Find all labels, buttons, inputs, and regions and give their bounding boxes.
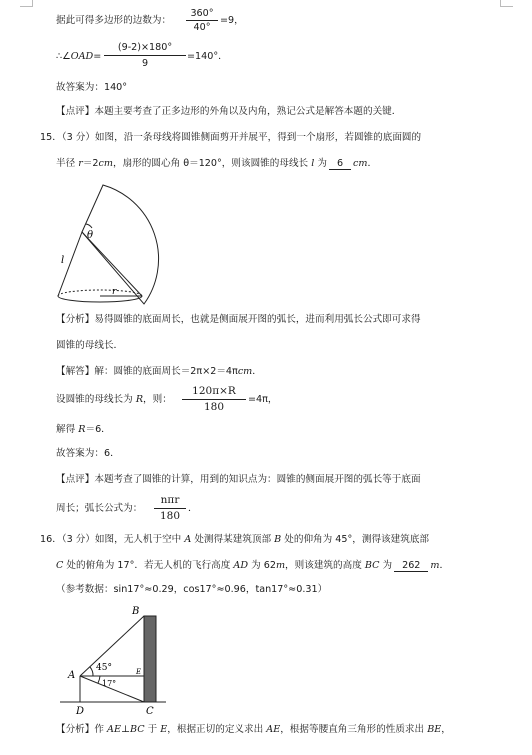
point-d-label: D [76,706,85,716]
point-c-label: C [146,706,154,716]
arc-length-formula-numerator: nπr [160,494,180,506]
corner-mark-right [500,0,513,7]
q15-arc-fraction-denominator: 180 [203,401,225,413]
theta-label: θ [87,230,94,241]
q15-analysis-line1: 【分析】易得圆锥的底面周长，也就是侧面展开图的弧长，进而利用弧长公式即可求得 [56,314,421,325]
q15-arc-fraction-numerator: 120π×R [192,385,236,397]
cone-sector-figure [48,180,160,306]
q15-answer-blank: 6 [329,158,351,170]
q16-reference-data: （参考数据：sin17°≈0.29，cos17°≈0.96，tan17°≈0.31） [56,584,328,595]
q15-arc-fraction-bar [182,399,246,400]
q15-comment-line2: 周长；弧长公式为： [56,503,143,514]
angle-45-arc [90,667,93,676]
sight-line-ab [80,616,144,676]
fraction-40-denominator: 40° [193,22,211,33]
point-a-label: A [68,670,76,681]
comment-polygon: 【点评】本题主要考查了正多边形的外角以及内角，熟记公式是解答本题的关键． [56,106,402,117]
q16-answer-blank: 262 [394,560,428,572]
cone-base-front [58,296,142,302]
angle-17-arc [98,676,100,683]
q15-stem-line2: 半径 r＝2cm，扇形的圆心角 θ＝120°，则该圆锥的母线长 l 为 6 cm． [56,158,378,169]
drone-building-figure [60,604,170,716]
q15-comment-line1: 【点评】本题考查了圆锥的计算，用到的知识点为：圆锥的侧面展开图的弧长等于底面 [56,474,421,485]
q15-solve-line: 解得 R＝6． [56,424,111,435]
fraction-360-numerator: 360° [190,8,214,19]
slant-label: l [61,255,65,266]
corner-mark-left [20,0,33,7]
angle-fraction-numerator: (9-2)×180° [117,42,173,53]
radius-label: r [112,287,117,297]
angle-17-label: 17° [102,679,117,688]
arc-length-formula-bar [154,508,186,509]
angle-oad-result: =140°． [187,51,228,62]
q15-stem-line1: 15．（3 分）如图，沿一条母线将圆锥侧面剪开并展平，得到一个扇形，若圆锥的底面圆的 [40,132,422,143]
building [144,616,156,702]
arc-length-formula-denominator: 180 [159,510,181,522]
q16-analysis-line: 【分析】作 AE⊥BC 于 E，根据正切的定义求出 AE，根据等腰直角三角形的性质求出 BE， [56,724,451,735]
q15-solution-line: 【解答】解：圆锥的底面周长＝2π×2＝4πcm． [56,366,262,377]
q15-set-result: =4π， [248,394,278,405]
q15-analysis-line2: 圆锥的母线长． [56,340,124,351]
angle-oad-prefix: ∴∠OAD= [56,51,102,62]
angle-fraction-denominator: 9 [141,58,149,69]
q15-answer-line: 故答案为：6． [56,448,120,459]
polygon-sides-result: =9， [220,15,244,26]
fraction-bar [186,20,218,21]
q16-stem-line1: 16．（3 分）如图，无人机于空中 A 处测得某建筑顶部 B 处的仰角为 45°，测得该建筑底部 [40,534,430,545]
polygon-sides-text: 据此可得多边形的边数为： [56,15,172,26]
q16-stem-line2: C 处的俯角为 17°．若无人机的飞行高度 AD 为 62m，则该建筑的高度 BC 为 262 m． [56,560,450,571]
cone-base-back [58,290,142,296]
point-b-label: B [132,606,140,617]
angle-45-label: 45° [96,663,112,673]
point-e-label: E [136,668,142,676]
answer-140: 故答案为：140° [56,82,128,93]
q15-set-radius: 设圆锥的母线长为 R，则： [56,394,172,405]
q15-comment-end: ． [188,503,198,514]
angle-fraction-bar [104,55,186,56]
theta-arc [86,224,92,228]
